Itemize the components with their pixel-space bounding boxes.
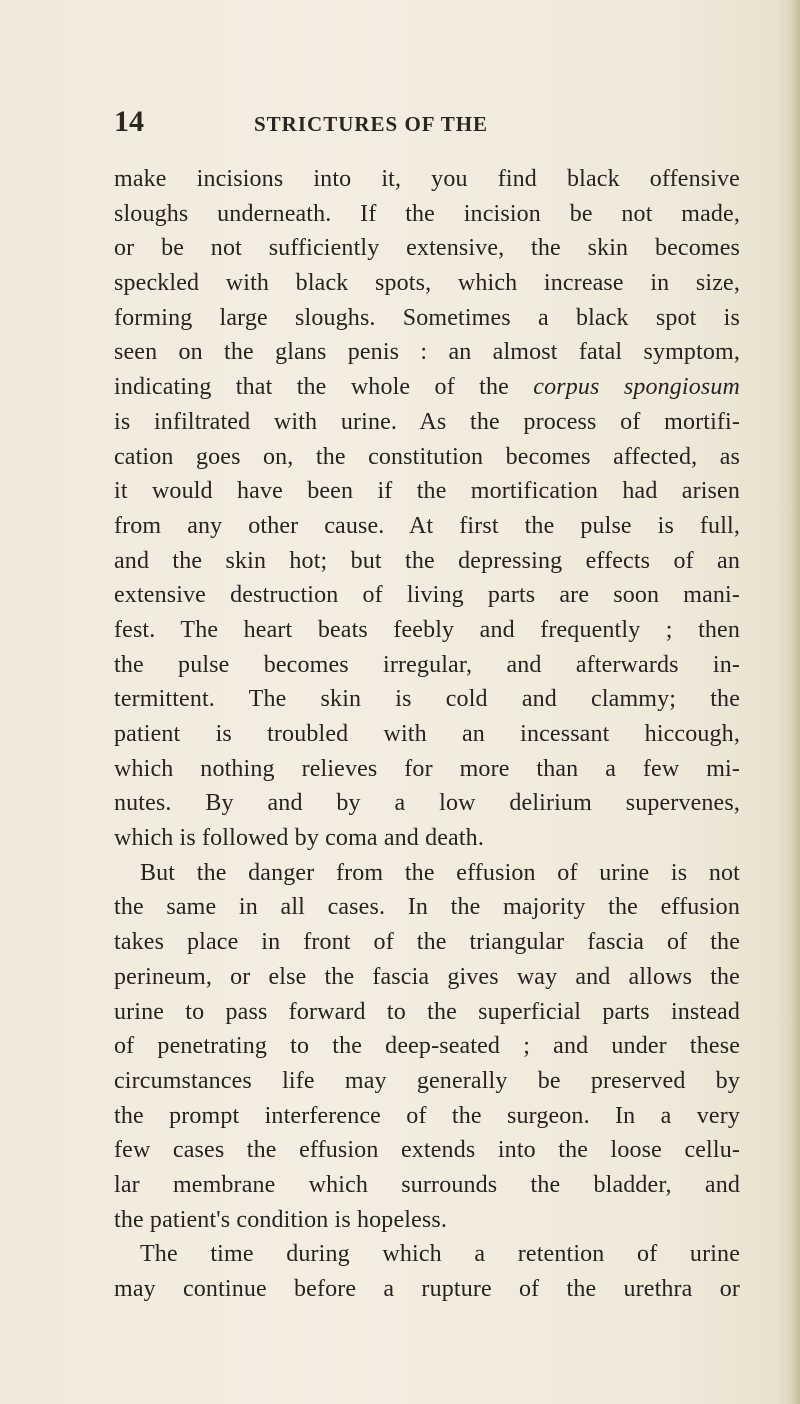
text-line: and the skin hot; but the depressing effects of an [114,547,740,574]
text-line [114,370,740,405]
text-line: sloughs underneath. If the incision be not made, [114,200,740,227]
text-line: or be not sufficiently extensive, the skin becomes [114,235,740,262]
text-line: termittent. The skin is cold and clammy; the [114,686,740,713]
text-line: takes place in front of the triangular fascia of the [114,929,740,956]
text-line: may continue before a rupture of the urethra or [114,1276,740,1302]
page-header [114,104,734,140]
running-head: STRICTURES OF THE [254,112,489,136]
text-line: few cases the effusion extends into the loose cellu- [114,1137,740,1164]
text-line: it would have been if the mortification had arisen [114,478,740,505]
italic-term: corpus spongiosum [533,374,741,401]
text-line: patient is troubled with an incessant hiccough, [114,721,740,747]
text-line: make incisions into it, you find black offensive [114,166,740,192]
text-line: lar membrane which surrounds the bladder, and [114,1171,740,1198]
text-line: the patient's condition is hopeless. [114,1206,448,1233]
text-line: fest. The heart beats feebly and frequently ; then [114,616,740,643]
text-line: the same in all cases. In the majority the effusion [114,894,740,921]
text-line: But the danger from the effusion of urine is not [140,859,740,886]
text-line: which nothing relieves for more than a few mi- [114,755,740,782]
body-text [114,162,740,1307]
page-edge-shadow [792,0,800,1404]
text-line: seen on the glans penis : an almost fatal symptom, [114,339,740,366]
page-number: 14 [114,105,144,138]
text-line: is infiltrated with urine. As the process of mortifi- [114,408,740,435]
text-line: the prompt interference of the surgeon. In a very [114,1102,740,1129]
text-line: the pulse becomes irregular, and afterwards in- [114,651,740,678]
text-line: circumstances life may generally be preserved by [114,1067,740,1094]
text-line: which is followed by coma and death. [114,825,484,852]
text-line: from any other cause. At first the pulse is full, [114,512,740,539]
text-line: nutes. By and by a low delirium supervenes, [114,790,740,817]
text-line: cation goes on, the constitution becomes affected, as [114,443,740,470]
text-line: of penetrating to the deep-seated ; and under these [114,1033,740,1060]
text-line: The time during which a retention of urine [140,1241,740,1268]
text-line: perineum, or else the fascia gives way and allows the [114,963,740,990]
text-line: forming large sloughs. Sometimes a black spot is [114,304,740,331]
text-line-start: indicating that the whole of the [114,374,534,401]
text-line: speckled with black spots, which increase in size, [114,270,740,297]
text-line: urine to pass forward to the superficial parts instead [114,998,740,1025]
text-line: extensive destruction of living parts are soon mani- [114,582,740,609]
